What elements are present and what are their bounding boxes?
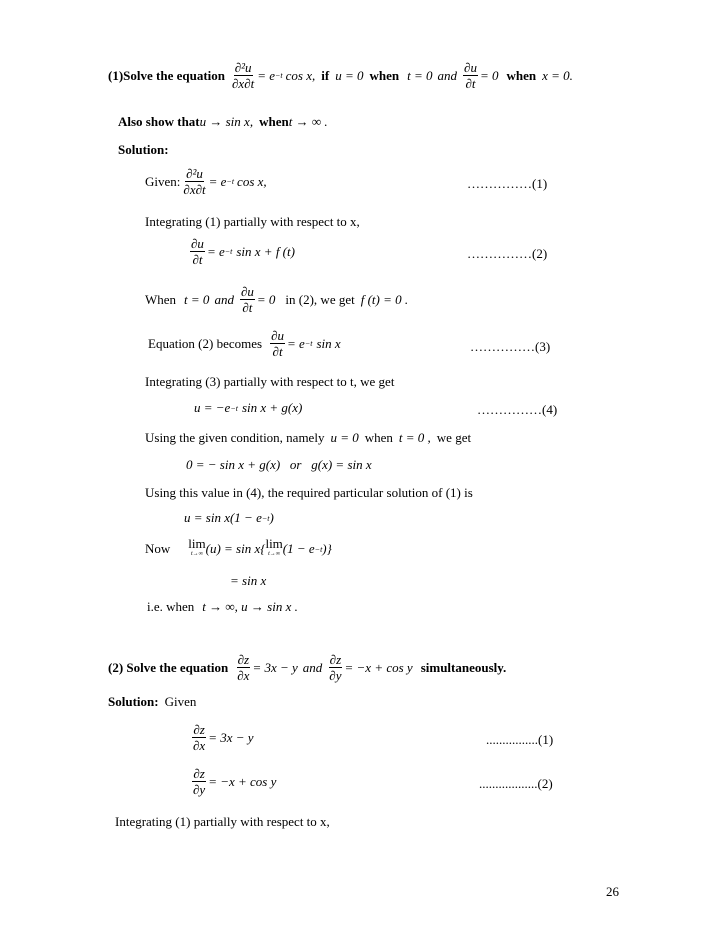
equation-ref-2: ……………(2): [467, 246, 548, 261]
equation-ref-3: ……………(3): [470, 339, 551, 354]
ie-line: i.e. when t → ∞, u → sin x .: [147, 599, 298, 614]
condition-line: Using the given condition, namely u = 0 when t = 0 , we get: [145, 430, 472, 445]
equation-2: $\frac{\partial u}{\partial t}$ = e −t sin x + f (t): [191, 236, 295, 267]
equation-5: 0 = − sin x + g(x) or g(x) = sin x: [186, 457, 372, 472]
equation-2-ref-2: ..................(2): [479, 776, 553, 791]
fraction: $\frac{\partial u}{\partial t}$: [240, 284, 254, 315]
equation-6: u = sin x(1 − e −t ): [184, 510, 274, 525]
fraction: $\frac{\text{∂²u}}{\partial x\partial t}$: [183, 166, 206, 197]
fraction: $\frac{\partial z}{\partial x}$: [193, 722, 206, 753]
equation-7: = sin x: [230, 573, 267, 588]
limit: lim t→∞: [188, 536, 206, 557]
when-line: When t = 0 and $\frac{\partial u}{\partial t}$ = 0 in (2), we get f (t) = 0 .: [145, 284, 409, 315]
fraction: $\frac{\partial u}{\partial t}$: [464, 60, 477, 91]
equation-4: u = −e −t sin x + g(x): [194, 400, 303, 415]
problem-1-also: Also show that u → sin x, when t → ∞ .: [118, 114, 328, 129]
fraction: $\frac{\partial z}{\partial y}$: [329, 652, 342, 683]
equation-ref-1: ……………(1): [467, 176, 548, 191]
fraction: $\frac{\partial z}{\partial x}$: [237, 652, 250, 683]
integrating-text-3: Integrating (3) partially with respect to t, we get: [145, 374, 395, 389]
fraction: $\frac{\partial u}{\partial t}$: [191, 236, 204, 267]
given-equation: Given: $\frac{\text{∂²u}}{\partial x\partial t}$ = e −t cos x,: [145, 166, 267, 197]
equation-2-ref-1: ................(1): [486, 732, 554, 747]
problem-1-statement: (1)Solve the equation $\frac{\text{∂²u}}{\partial x\partial t}$ = e −t cos x, if u = 0 when t = 0 and $\frac{\partial u}{\partial t}$ = 0 when x = 0.: [108, 60, 573, 91]
page-number: 26: [606, 884, 619, 899]
equation-2-2: $\frac{\partial z}{\partial y}$ = −x + cos y: [193, 766, 277, 797]
fraction: $\frac{\partial u}{\partial t}$: [271, 328, 285, 359]
equation-3: Equation (2) becomes $\frac{\partial u}{\partial t}$ = e −t sin x: [148, 328, 341, 359]
fraction: $\frac{\partial z}{\partial y}$: [193, 766, 206, 797]
equation-2-1: $\frac{\partial z}{\partial x}$ = 3x − y: [193, 722, 254, 753]
solution-2-label: Solution: Given: [108, 694, 197, 709]
integrating-text-1: Integrating (1) partially with respect to x,: [145, 214, 360, 229]
solution-label: Solution:: [118, 142, 169, 157]
problem-2-statement: (2) Solve the equation $\frac{\partial z}{\partial x}$ = 3x − y and $\frac{\partial z}{\partial y}$ = −x + cos y simultaneously.: [108, 652, 507, 683]
using-value-text: Using this value in (4), the required particular solution of (1) is: [145, 485, 473, 500]
integrating-text-last: Integrating (1) partially with respect to x,: [115, 814, 330, 829]
fraction: $\frac{\text{∂²u}}{\partial x\partial t}$: [232, 60, 255, 91]
limit-line: Now lim t→∞ (u) = sin x{ lim t→∞ (1 − e −t )}: [145, 538, 332, 560]
equation-ref-4: ……………(4): [477, 402, 558, 417]
limit: lim t→∞: [265, 536, 283, 557]
